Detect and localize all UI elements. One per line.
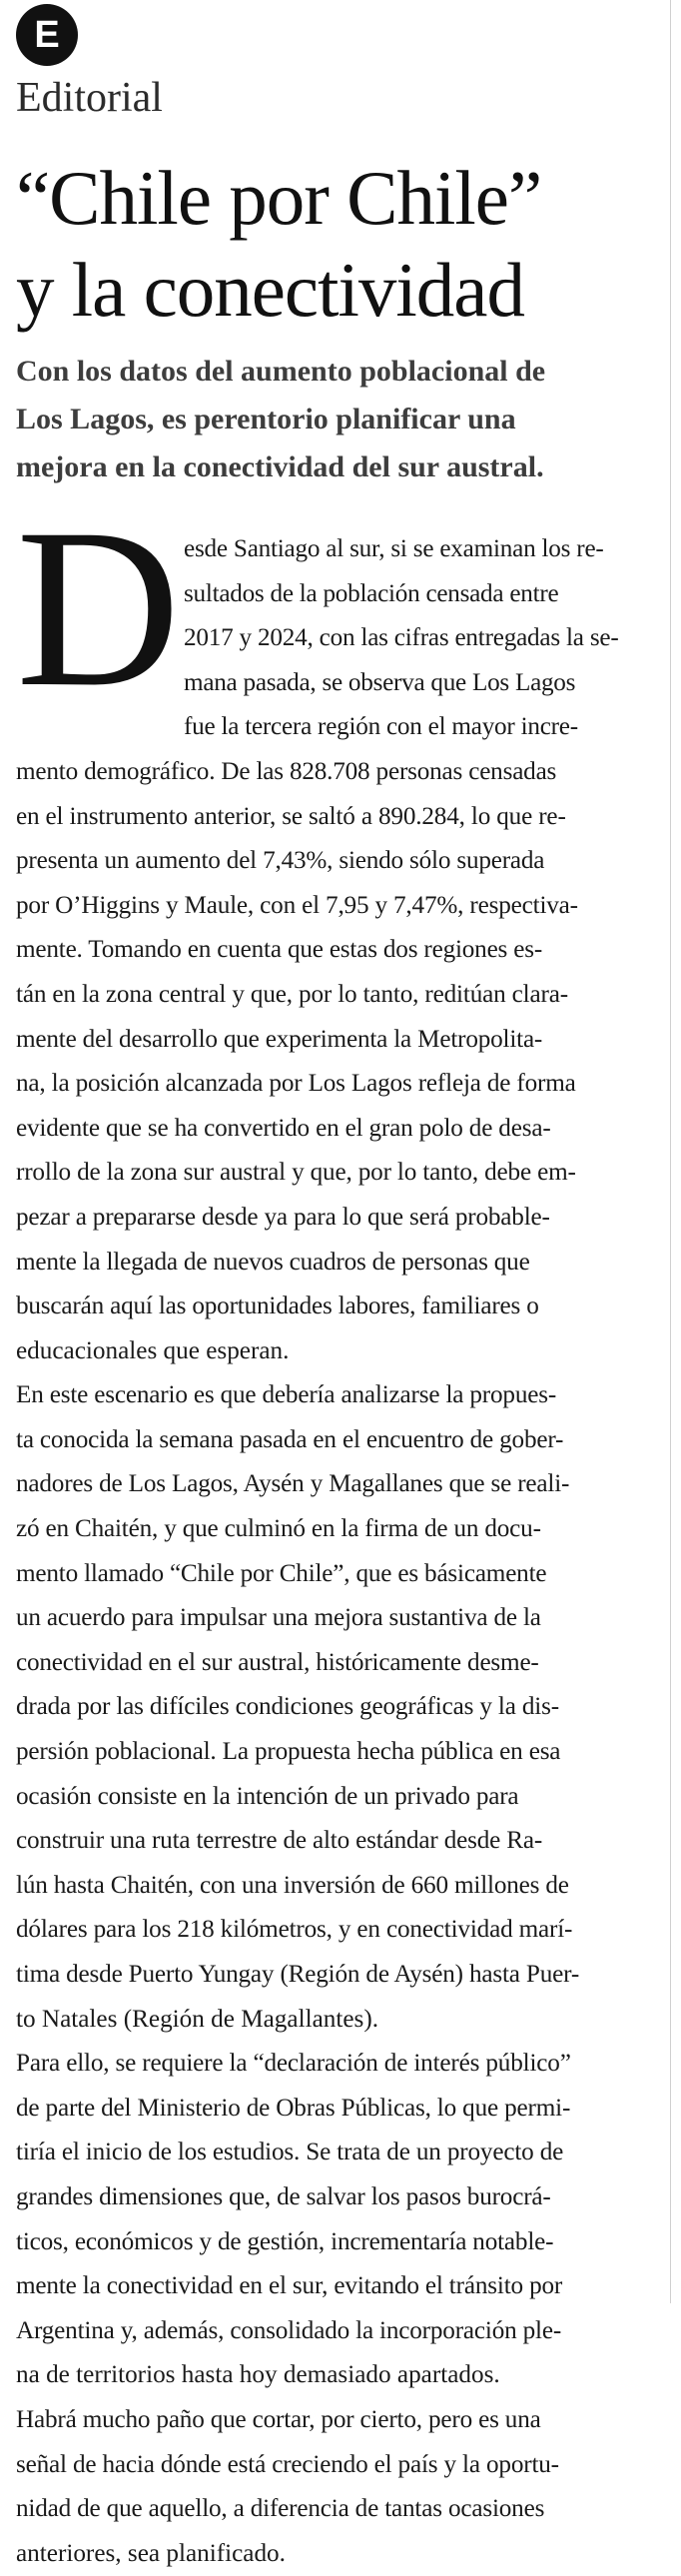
body-line: rrollo de la zona sur austral y que, por lo tanto, debe em- [16,1159,576,1187]
section-label: Editorial [16,75,163,121]
body-line: mente del desarrollo que experimenta la Metropolita- [16,1025,543,1053]
body-line: na de territorios hasta hoy demasiado apartados. [16,2361,500,2389]
body-line: evidente que se ha convertido en el gran polo de desa- [16,1114,551,1142]
body-line: buscarán aquí las oportunidades labores, familiares o [16,1292,539,1320]
body-line: señal de hacia dónde está creciendo el país y la oportu- [16,2450,559,2478]
body-line: presenta un aumento del 7,43%, siendo sólo superada [16,847,545,875]
body-line: construir una ruta terrestre de alto estándar desde Ra- [16,1827,543,1855]
body-line: ta conocida la semana pasada en el encuentro de gober- [16,1425,564,1453]
body-line: educacionales que esperan. [16,1336,290,1364]
body-line: esde Santiago al sur, si se examinan los re- [184,535,604,562]
body-line: Habrá mucho paño que cortar, por cierto, pero es una [16,2405,541,2433]
body-line: nadores de Los Lagos, Aysén y Magallanes que se reali- [16,1470,570,1498]
body-line: anteriores, sea planificado. [16,2539,286,2567]
body-line: mente. Tomando en cuenta que estas dos regiones es- [16,936,543,964]
headline [16,152,655,336]
body-line: tán en la zona central y que, por lo tanto, reditúan clara- [16,980,568,1008]
drop-cap: D [16,482,181,734]
body-line: nidad de que aquello, a diferencia de tantas ocasiones [16,2495,545,2523]
body-line: na, la posición alcanzada por Los Lagos refleja de forma [16,1070,576,1098]
body-line: conectividad en el sur austral, históricamente desme- [16,1648,539,1676]
body-line: ocasión consiste en la intención de un privado para [16,1782,519,1810]
body-line: mento demográfico. De las 828.708 personas censadas [16,757,557,785]
body-line: drada por las difíciles condiciones geográficas y la dis- [16,1693,559,1721]
article-body [16,482,665,2576]
body-line: ticos, económicos y de gestión, incrementaría notable- [16,2227,554,2255]
body-line: tima desde Puerto Yungay (Región de Aysén) hasta Puer- [16,1961,580,1988]
body-line: en el instrumento anterior, se saltó a 890.284, lo que re- [16,802,566,830]
body-line: 2017 y 2024, con las cifras entregadas la se- [184,624,619,652]
deck-line-2: Los Lagos, es perentorio planificar una [16,403,516,435]
body-line: de parte del Ministerio de Obras Públicas, lo que permi- [16,2094,571,2122]
body-line: fue la tercera región con el mayor incre- [184,713,578,741]
paragraph-3 [16,2042,665,2398]
paragraph-4 [16,2398,665,2576]
section-badge-row [16,4,78,66]
body-line: to Natales (Región de Magallantes). [16,2005,379,2033]
section-badge-letter: E [34,13,60,56]
body-line: sultados de la población censada entre [184,579,559,607]
body-line: pezar a prepararse desde ya para lo que será probable- [16,1203,550,1231]
body-line: mento llamado “Chile por Chile”, que es básicamente [16,1559,547,1587]
deck-line-1: Con los datos del aumento poblacional de [16,355,546,388]
body-line: En este escenario es que debería analizarse la propues- [16,1381,557,1409]
headline-line-2: y la conectividad [16,247,524,333]
body-line: Argentina y, además, consolidado la incorporación ple- [16,2316,562,2344]
body-line: mente la llegada de nuevos cuadros de personas que [16,1248,530,1276]
deck [16,348,655,491]
body-line: persión poblacional. La propuesta hecha pública en esa [16,1738,561,1766]
body-line: por O’Higgins y Maule, con el 7,95 y 7,47%, respectiva- [16,891,578,919]
body-line: grandes dimensiones que, de salvar los pasos burocrá- [16,2182,551,2210]
body-line: zó en Chaitén, y que culminó en la firma de un docu- [16,1515,541,1543]
headline-line-1: “Chile por Chile” [16,155,542,241]
body-line: un acuerdo para impulsar una mejora sustantiva de la [16,1604,541,1632]
body-line: lún hasta Chaitén, con una inversión de 660 millones de [16,1871,569,1899]
deck-line-3: mejora en la conectividad del sur austral. [16,450,544,483]
body-line: tiría el inicio de los estudios. Se trata de un proyecto de [16,2139,564,2166]
paragraph-2 [16,1373,665,2042]
body-line: dólares para los 218 kilómetros, y en conectividad marí- [16,1916,573,1944]
body-line: mana pasada, se observa que Los Lagos [184,668,576,696]
paragraph-1 [16,482,665,1373]
body-line: mente la conectividad en el sur, evitando el tránsito por [16,2272,563,2300]
body-line: Para ello, se requiere la “declaración de interés público” [16,2050,571,2078]
section-badge-icon [16,4,78,66]
